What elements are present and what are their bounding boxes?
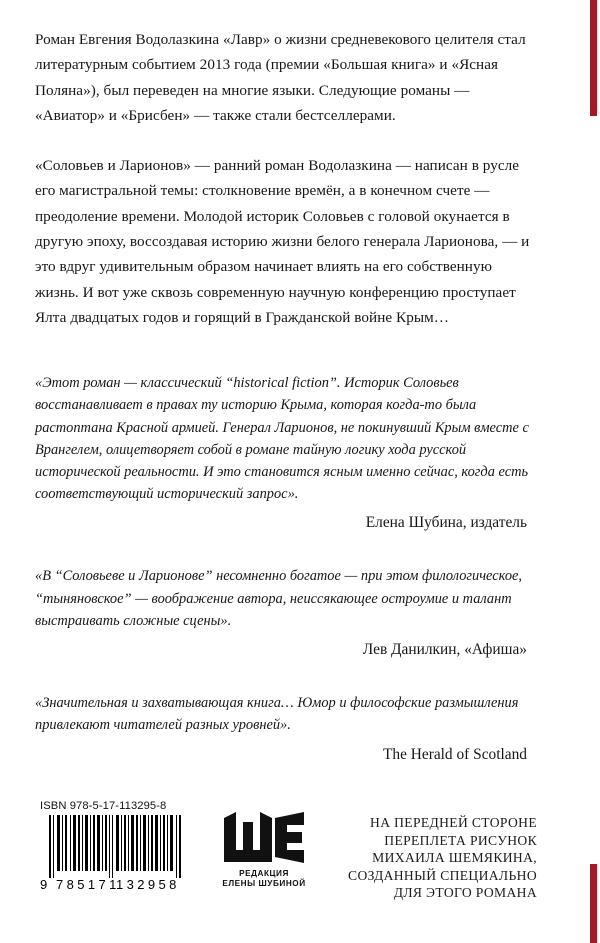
spine-accent-strip-top: [590, 0, 597, 116]
quote-attribution-2: Лев Данилкин, «Афиша»: [362, 641, 527, 659]
isbn-barcode-block: [40, 800, 188, 891]
publisher-caption-line-1: РЕДАКЦИЯ: [239, 869, 289, 878]
front-cover-art-credit: [297, 814, 537, 902]
back-cover-text-column: [35, 27, 533, 766]
credit-line-2: ПЕРЕПЛЕТА РИСУНОК: [384, 832, 537, 848]
review-quote-3: [35, 692, 533, 765]
credit-line-5: ДЛЯ ЭТОГО РОМАНА: [393, 885, 537, 901]
redakciya-eleny-shubinoy-logo-icon: [222, 812, 306, 864]
blurb-paragraph-1: Роман Евгения Водолазкина «Лавр» о жизни средневекового целителя стал литературным событием 2013 года (премии «Большая книга» и «Ясная Поляна»), был переведен на многие языки. Следующие романы — «Авиатор» и «Брисбен» — также стали бестселлерами.: [35, 31, 526, 124]
review-quote-1: [35, 372, 533, 534]
quote-attribution-3: The Herald of Scotland: [382, 745, 527, 763]
svg-text:9: 9: [40, 877, 48, 891]
quote-text-1: «Этот роман — классический “historical fiction”. Историк Соловьев восстанавливает в правах ту историю Крыма, которая когда-то была растоптана Красной армией. Генерал Ларионов, не покинувший Крым вместе с Врангелем, олицетворяет собой в романе тайную логику хода русской исторической реальности. И это становится ясным именно сейчас, когда есть соответствующий исторический запрос».: [35, 375, 529, 503]
back-cover-footer: [0, 790, 600, 943]
credit-line-4: СОЗДАННЫЙ СПЕЦИАЛЬНО: [348, 867, 537, 883]
isbn-text: ISBN 978-5-17-113295-8: [40, 800, 167, 812]
svg-text:132958: 132958: [116, 877, 180, 891]
review-quote-2: [35, 565, 533, 661]
credit-line-1: НА ПЕРЕДНЕЙ СТОРОНЕ: [370, 815, 537, 830]
ean13-barcode-icon: [40, 815, 188, 891]
quote-text-2: «В “Соловьеве и Ларионове” несомненно богатое — при этом филологическое, “тыняновское” — воображение автора, неиссякающее остроумие и талант выстраивать сложные сцены».: [35, 568, 523, 629]
blurb-paragraph-2: «Соловьев и Ларионов» — ранний роман Водолазкина — написан в русле его магистральной темы: столкновение времён, а в конечном счете — преодоление времени. Молодой историк Соловьев с головой окунается в другую эпоху, воссоздавая историю жизни белого генерала Ларионова, — и это вдруг удивительным образом начинает влиять на его собственную жизнь. И вот уже сквозь современную научную конференцию проступает Ялта двадцатых годов и горящий в Гражданской войне Крым…: [35, 157, 530, 326]
quote-attribution-1: Елена Шубина, издатель: [365, 514, 527, 532]
svg-text:785171: 785171: [56, 877, 120, 891]
publisher-caption-line-2: ЕЛЕНЫ ШУБИНОЙ: [222, 879, 306, 889]
credit-line-3: МИХАИЛА ШЕМЯКИНА,: [372, 850, 537, 866]
quote-text-3: «Значительная и захватывающая книга… Юмор и философские размышления привлекают читателей разных уровней».: [35, 695, 519, 734]
